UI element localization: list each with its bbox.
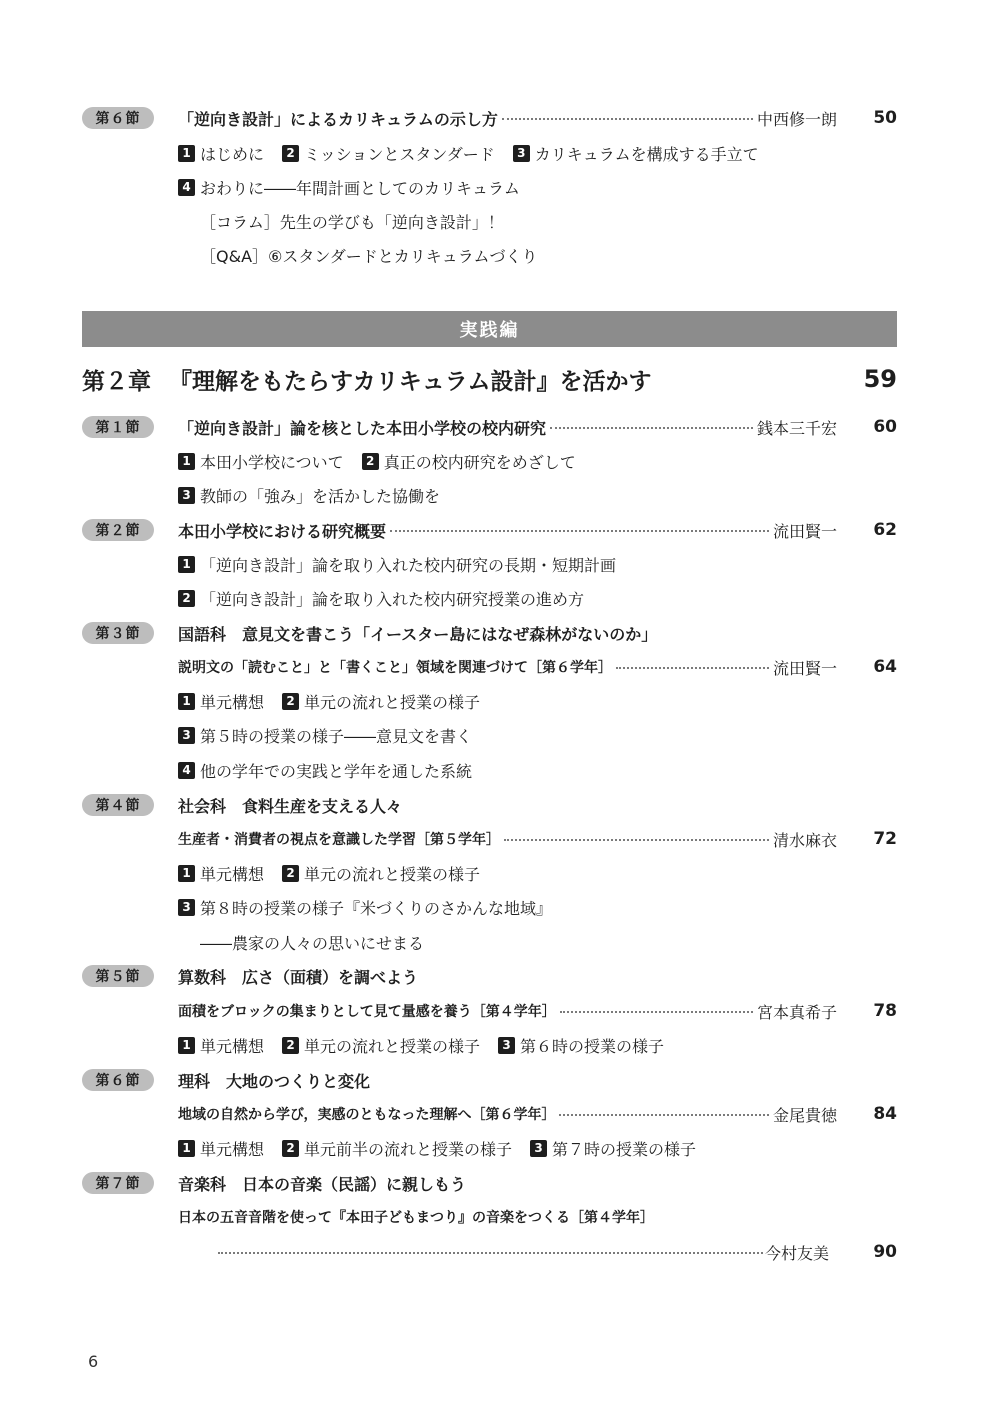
item-number: 2: [178, 590, 195, 607]
leader-dots: [504, 839, 769, 841]
toc-subtitle-s4[interactable]: [0, 822, 1000, 856]
item-number: 3: [513, 145, 530, 162]
part-header-bar: 実践編: [82, 311, 897, 347]
item-number: 4: [178, 762, 195, 779]
chapter-heading[interactable]: [82, 358, 897, 400]
sub-item-continuation: ――農家の人々の思いにせまる: [200, 933, 425, 953]
toc-entry-s6[interactable]: [0, 1063, 1000, 1097]
toc-entry-s1[interactable]: [0, 410, 1000, 444]
entry-subtitle: 説明文の「読むこと」と「書くこと」領域を関連づけて［第６学年］: [178, 660, 612, 676]
sub-item: 「逆向き設計」論を取り入れた校内研究の長期・短期計画: [200, 555, 617, 575]
toc-subtitle-s5[interactable]: [0, 994, 1000, 1028]
entry-title: 「逆向き設計」によるカリキュラムの示し方: [178, 109, 498, 129]
item-number: 1: [178, 453, 195, 470]
page-number: 6: [88, 1352, 99, 1371]
item-number: 1: [178, 693, 195, 710]
subitems-line: [0, 753, 1000, 787]
item-number: 1: [178, 556, 195, 573]
sub-item: 単元の流れと授業の様子: [304, 1036, 481, 1056]
toc-entry-s2[interactable]: [0, 513, 1000, 547]
subitems-line: [0, 684, 1000, 718]
item-number: 1: [178, 865, 195, 882]
item-number: 1: [178, 145, 195, 162]
section-badge: 第１節: [82, 416, 154, 438]
entry-subtitle: 日本の五音音階を使って『本田子どもまつり』の音楽をつくる［第４学年］: [178, 1210, 654, 1226]
sub-item: 単元前半の流れと授業の様子: [304, 1139, 513, 1159]
sub-item: 単元の流れと授業の様子: [304, 692, 481, 712]
entry-page: 64: [873, 657, 897, 677]
column-line: [0, 204, 1000, 238]
sub-item: ミッションとスタンダード: [304, 144, 495, 164]
leader-dots: [218, 1252, 763, 1254]
sub-item: おわりに――年間計画としてのカリキュラム: [200, 178, 520, 198]
section-badge: 第６節: [82, 107, 154, 129]
section-badge: 第２節: [82, 519, 154, 541]
item-number: 2: [282, 865, 299, 882]
sub-item: 単元構想: [200, 692, 265, 712]
item-number: 1: [178, 1037, 195, 1054]
subitems-line: [0, 444, 1000, 478]
toc-author-line-s7[interactable]: [0, 1235, 1000, 1269]
entry-title: 国語科 意見文を書こう「イースター島にはなぜ森林がないのか」: [178, 624, 658, 644]
leader-dots: [560, 1011, 753, 1013]
sub-item: 本田小学校について: [200, 452, 344, 472]
entry-author: 流田賢一: [772, 521, 837, 541]
item-number: 3: [178, 899, 195, 916]
section-badge: 第７節: [82, 1172, 154, 1194]
entry-title: 「逆向き設計」論を核とした本田小学校の校内研究: [178, 418, 547, 438]
entry-title: 理科 大地のつくりと変化: [178, 1071, 371, 1091]
entry-title: 本田小学校における研究概要: [178, 521, 387, 541]
qa-item: ［Q&A］⑥スタンダードとカリキュラムづくり: [200, 246, 538, 266]
subitems-line: [0, 856, 1000, 890]
item-number: 2: [282, 145, 299, 162]
sub-item: 教師の「強み」を活かした協働を: [200, 486, 441, 506]
sub-item: 真正の校内研究をめざして: [383, 452, 576, 472]
subitems-line: [0, 890, 1000, 924]
subitems-line: [0, 925, 1000, 959]
item-number: 2: [282, 693, 299, 710]
leader-dots: [559, 1114, 769, 1116]
item-number: 2: [362, 453, 379, 470]
sub-item: 他の学年での実践と学年を通した系統: [200, 761, 473, 781]
entry-page: 62: [873, 520, 897, 540]
subitems-line: [0, 478, 1000, 512]
item-number: 1: [178, 1140, 195, 1157]
item-number: 3: [178, 487, 195, 504]
column-item: ［コラム］先生の学びも「逆向き設計」！: [200, 212, 504, 232]
entry-subtitle: 地域の自然から学び，実感のともなった理解へ［第６学年］: [178, 1107, 556, 1123]
item-number: 2: [282, 1037, 299, 1054]
sub-item: 第７時の授業の様子: [552, 1139, 697, 1159]
section-badge: 第３節: [82, 622, 154, 644]
chapter-title: 『理解をもたらすカリキュラム設計』を活かす: [169, 368, 652, 395]
sub-item: はじめに: [200, 144, 265, 164]
sub-item: 単元構想: [200, 1036, 265, 1056]
entry-author: 今村友美: [765, 1243, 830, 1263]
toc-subtitle-s3[interactable]: [0, 650, 1000, 684]
sub-item: 第８時の授業の様子『米づくりのさかんな地域』: [200, 898, 553, 918]
sub-item: 単元構想: [200, 1139, 265, 1159]
subitems-line: [0, 136, 1000, 170]
section-badge: 第６節: [82, 1069, 154, 1091]
toc-entry-s3[interactable]: [0, 616, 1000, 650]
sub-item: 第６時の授業の様子: [520, 1036, 665, 1056]
entry-author: 金尾貴徳: [772, 1105, 837, 1125]
entry-page: 78: [873, 1001, 897, 1021]
toc-entry-sec6-top[interactable]: [0, 101, 1000, 135]
toc-subtitle-s6[interactable]: [0, 1097, 1000, 1131]
section-badge: 第５節: [82, 965, 154, 987]
entry-page: 84: [873, 1104, 897, 1124]
chapter-label: 第２章: [82, 368, 151, 395]
entry-title: 社会科 食料生産を支える人々: [178, 796, 403, 816]
sub-item: カリキュラムを構成する手立て: [534, 144, 759, 164]
toc-entry-s7[interactable]: [0, 1166, 1000, 1200]
entry-author: 流田賢一: [772, 658, 837, 678]
item-number: 3: [178, 727, 195, 744]
leader-dots: [550, 427, 753, 429]
subitems-line: [0, 1028, 1000, 1062]
sub-item: 単元構想: [200, 864, 265, 884]
sub-item: 第５時の授業の様子――意見文を書く: [200, 726, 473, 746]
entry-page: 72: [873, 829, 897, 849]
entry-author: 銭本三千宏: [756, 418, 837, 438]
subitems-line: [0, 1131, 1000, 1165]
entry-author: 中西修一朗: [756, 109, 837, 129]
toc-entry-s4[interactable]: [0, 788, 1000, 822]
entry-title: 算数科 広さ（面積）を調べよう: [178, 967, 419, 987]
entry-author: 宮本真希子: [756, 1002, 837, 1022]
sub-item: 単元の流れと授業の様子: [304, 864, 481, 884]
item-number: 3: [498, 1037, 515, 1054]
item-number: 2: [282, 1140, 299, 1157]
item-number: 4: [178, 179, 195, 196]
leader-dots: [616, 667, 769, 669]
leader-dots: [502, 118, 753, 120]
subitems-line: [0, 581, 1000, 615]
entry-page: 60: [873, 417, 897, 437]
subitems-line: [0, 170, 1000, 204]
sub-item: 「逆向き設計」論を取り入れた校内研究授業の進め方: [200, 589, 585, 609]
chapter-page: 59: [863, 365, 897, 393]
entry-title: 音楽科 日本の音楽（民謡）に親しもう: [178, 1174, 467, 1194]
entry-page: 90: [873, 1242, 897, 1262]
toc-entry-s5[interactable]: [0, 959, 1000, 993]
qa-line: [0, 238, 1000, 272]
leader-dots: [390, 530, 769, 532]
entry-subtitle: 生産者・消費者の視点を意識した学習［第５学年］: [178, 832, 500, 848]
item-number: 3: [530, 1140, 547, 1157]
section-badge: 第４節: [82, 794, 154, 816]
toc-subtitle-s7[interactable]: [0, 1200, 1000, 1234]
subitems-line: [0, 547, 1000, 581]
subitems-line: [0, 718, 1000, 752]
entry-subtitle: 面積をブロックの集まりとして見て量感を養う［第４学年］: [178, 1004, 556, 1020]
entry-author: 清水麻衣: [772, 830, 837, 850]
entry-page: 50: [873, 108, 897, 128]
